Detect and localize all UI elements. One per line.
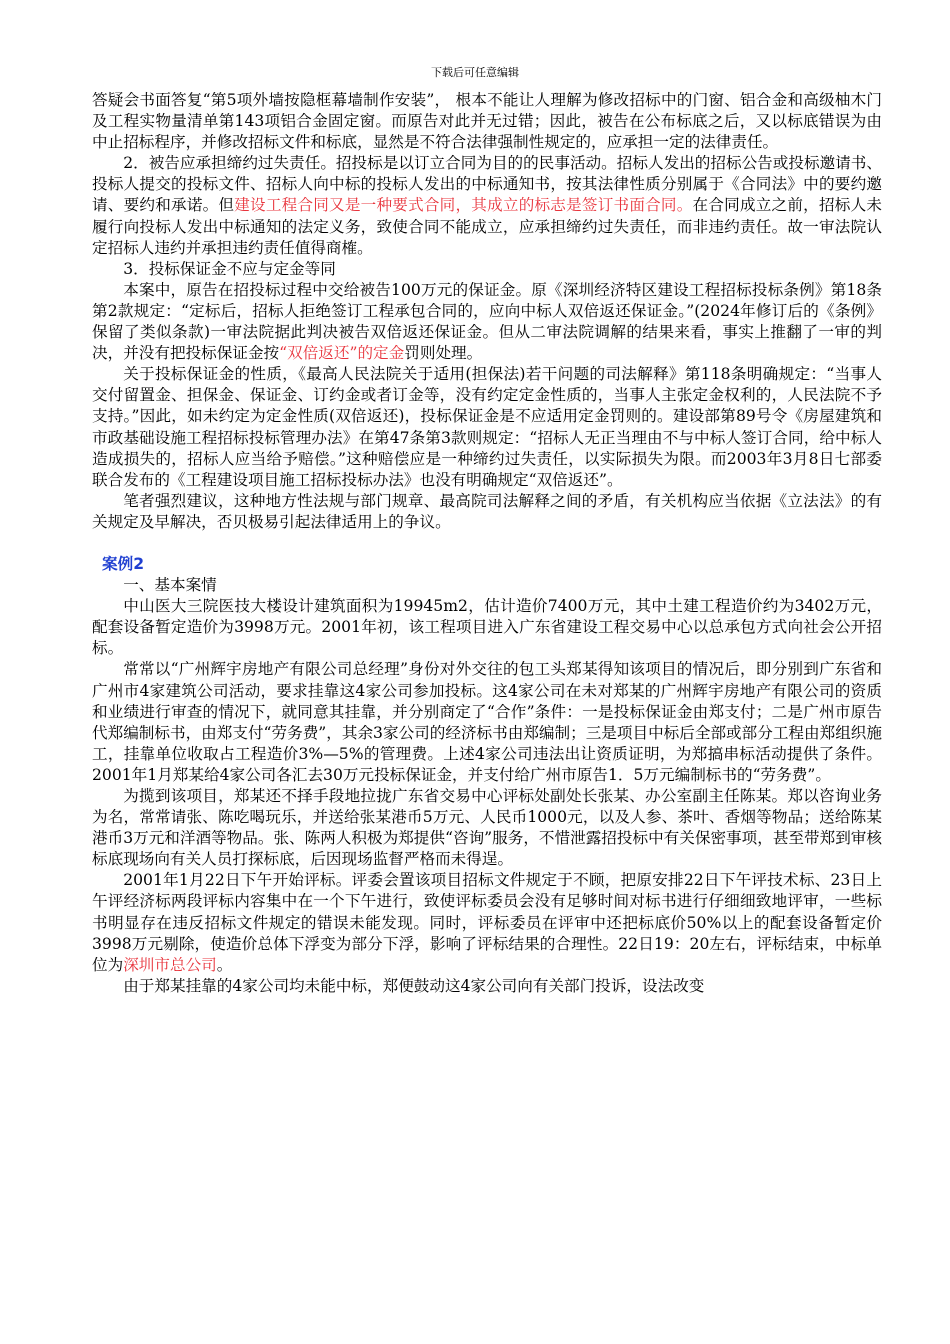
paragraph-text: 2．被告应承担缔约过失责任。招投标是以订立合同为目的的民事活动。招标人发出的招标公告或投标邀请书、投标人提交的投标文件、招标人向中标的投标人发出的中标通知书，按其法律性质分别属于《合同法》中的要约邀请、要约和承诺。但 xyxy=(92,154,882,215)
paragraph: 常常以“广州辉宇房地产有限公司总经理”身份对外交往的包工头郑某得知该项目的情况后，即分别到广东省和广州市4家建筑公司活动，要求挂靠这4家公司参加投标。这4家公司在未对郑某的广州辉宇房地产有限公司的资质和业绩进行审查的情况下，就同意其挂靠，并分别商定了“合作”条件：一是投标保证金由郑支付；二是广州市原告代郑编制标书，由郑支付“劳务费”，其余3家公司的经济标书由郑编制；三是项目中标后全部或部分工程由郑组织施工，挂靠单位收取占工程造价3%—5%的管理费。上述4家公司违法出让资质证明，为郑搞串标活动提供了条件。2001年1月郑某给4家公司各汇去30万元投标保证金，并支付给广州市原告1．5万元编制标书的“劳务费”。 xyxy=(92,660,882,784)
highlighted-text: 建设工程合同又是一种要式合同，其成立的标志是签订书面合同。 xyxy=(234,196,693,215)
paragraph-text: 本案中，原告在招投标过程中交给被告100万元的保证金。原《深圳经济特区建设工程招标投标条例》第18条第2款规定：“定标后，招标人拒绝签订工程承包合同的，应向中标人双倍返还保证金。”(2024年修订后的《条例》保留了类似条款)一审法院据此判决被告双倍返还保证金。但从二审法院调解的结果来看，事实上推翻了一审的判决，并没有把投标保证金按 xyxy=(92,280,882,363)
paragraph-text: 。 xyxy=(216,955,233,974)
case-heading: 案例2 xyxy=(102,554,145,573)
paragraph xyxy=(92,870,882,975)
paragraph xyxy=(92,280,882,364)
paragraph-text: 2001年1月22日下午开始评标。评委会置该项目招标文件规定于不顾，把原安排22日下午评技术标、23日上午评经济标两段评标内容集中在一个下午进行，致使评标委员会没有足够时间对标书进行仔细细致地评审，一些标书明显存在违反招标文件规定的错误未能发现。同时，评标委员在评审中还把标底价50%以上的配套设备暂定价3998万元剔除，使造价总体下浮变为部分下浮，影响了评标结果的合理性。22日19：20左右，评标结束，中标单位为 xyxy=(92,871,882,974)
highlighted-text: “双倍返还”的定金 xyxy=(279,344,405,363)
paragraph: 中山医大三院医技大楼设计建筑面积为19945m2，估计造价7400万元，其中土建工程造价约为3402万元，配套设备暂定造价为3998万元。2001年初，该工程项目进入广东省建设工程交易中心以总承包方式向社会公开招标。 xyxy=(92,597,882,658)
paragraph-text: 罚则处理。 xyxy=(404,344,483,363)
page-header: 下载后可任意编辑 xyxy=(431,66,519,79)
section-heading: 一、基本案情 xyxy=(123,576,217,595)
document-body xyxy=(92,90,882,997)
paragraph-text: 在合同成立之前，招标人未履行向投标人发出中标通知的法定义务，致使合同不能成立，应承担缔约过失责任，而非违约责任。故一审法院认定招标人违约并承担违约责任值得商榷。 xyxy=(92,196,882,257)
paragraph: 为揽到该项目，郑某还不择手段地拉拢广东省交易中心评标处副处长张某、办公室副主任陈某。郑以咨询业务为名，常常请张、陈吃喝玩乐，并送给张某港币5万元、人民币1000元，以及人参、茶叶、香烟等物品；送给陈某港币3万元和洋酒等物品。张、陈两人积极为郑提供“咨询”服务，不惜泄露招投标中有关保密事项，甚至带郑到审核标底现场向有关人员打探标底，后因现场监督严格而未得逞。 xyxy=(92,787,882,869)
paragraph: 笔者强烈建议，这种地方性法规与部门规章、最高院司法解释之间的矛盾，有关机构应当依据《立法法》的有关规定及早解决，否贝极易引起法律适用上的争议。 xyxy=(92,491,882,531)
paragraph: 3．投标保证金不应与定金等同 xyxy=(123,259,336,278)
paragraph: 由于郑某挂靠的4家公司均未能中标，郑便鼓动这4家公司向有关部门投诉，设法改变 xyxy=(123,976,705,995)
paragraph: 答疑会书面答复“第5项外墙按隐框幕墙制作安装”， 根本不能让人理解为修改招标中的门窗、铝合金和高级柚木门及工程实物量清单第143项铝合金固定窗。而原告对此并无过错；因此，被告在公布标底之后，又以标底错误为由中止招标程序，并修改招标文件和标底，显然是不符合法律强制性规定的，应承担一定的法律责任。 xyxy=(92,91,882,152)
paragraph: 关于投标保证金的性质，《最高人民法院关于适用(担保法)若干问题的司法解释》第118条明确规定：“当事人交付留置金、担保金、保证金、订约金或者订金等，没有约定定金性质的，当事人主张定金权利的，人民法院不予支持。”因此，如未约定为定金性质(双倍返还)，投标保证金是不应适用定金罚则的。建设部第89号令《房屋建筑和市政基础设施工程招标投标管理办法》在第47条第3款则规定：“招标人无正当理由不与中标人签订合同，给中标人造成损失的，招标人应当给予赔偿。”这种赔偿应是一种缔约过失责任，以实际损失为限。而2003年3月8日七部委联合发布的《工程建设项目施工招标投标办法》也没有明确规定“双倍返还”。 xyxy=(92,365,882,489)
paragraph xyxy=(92,153,882,258)
highlighted-text: 深圳市总公司 xyxy=(123,955,217,974)
